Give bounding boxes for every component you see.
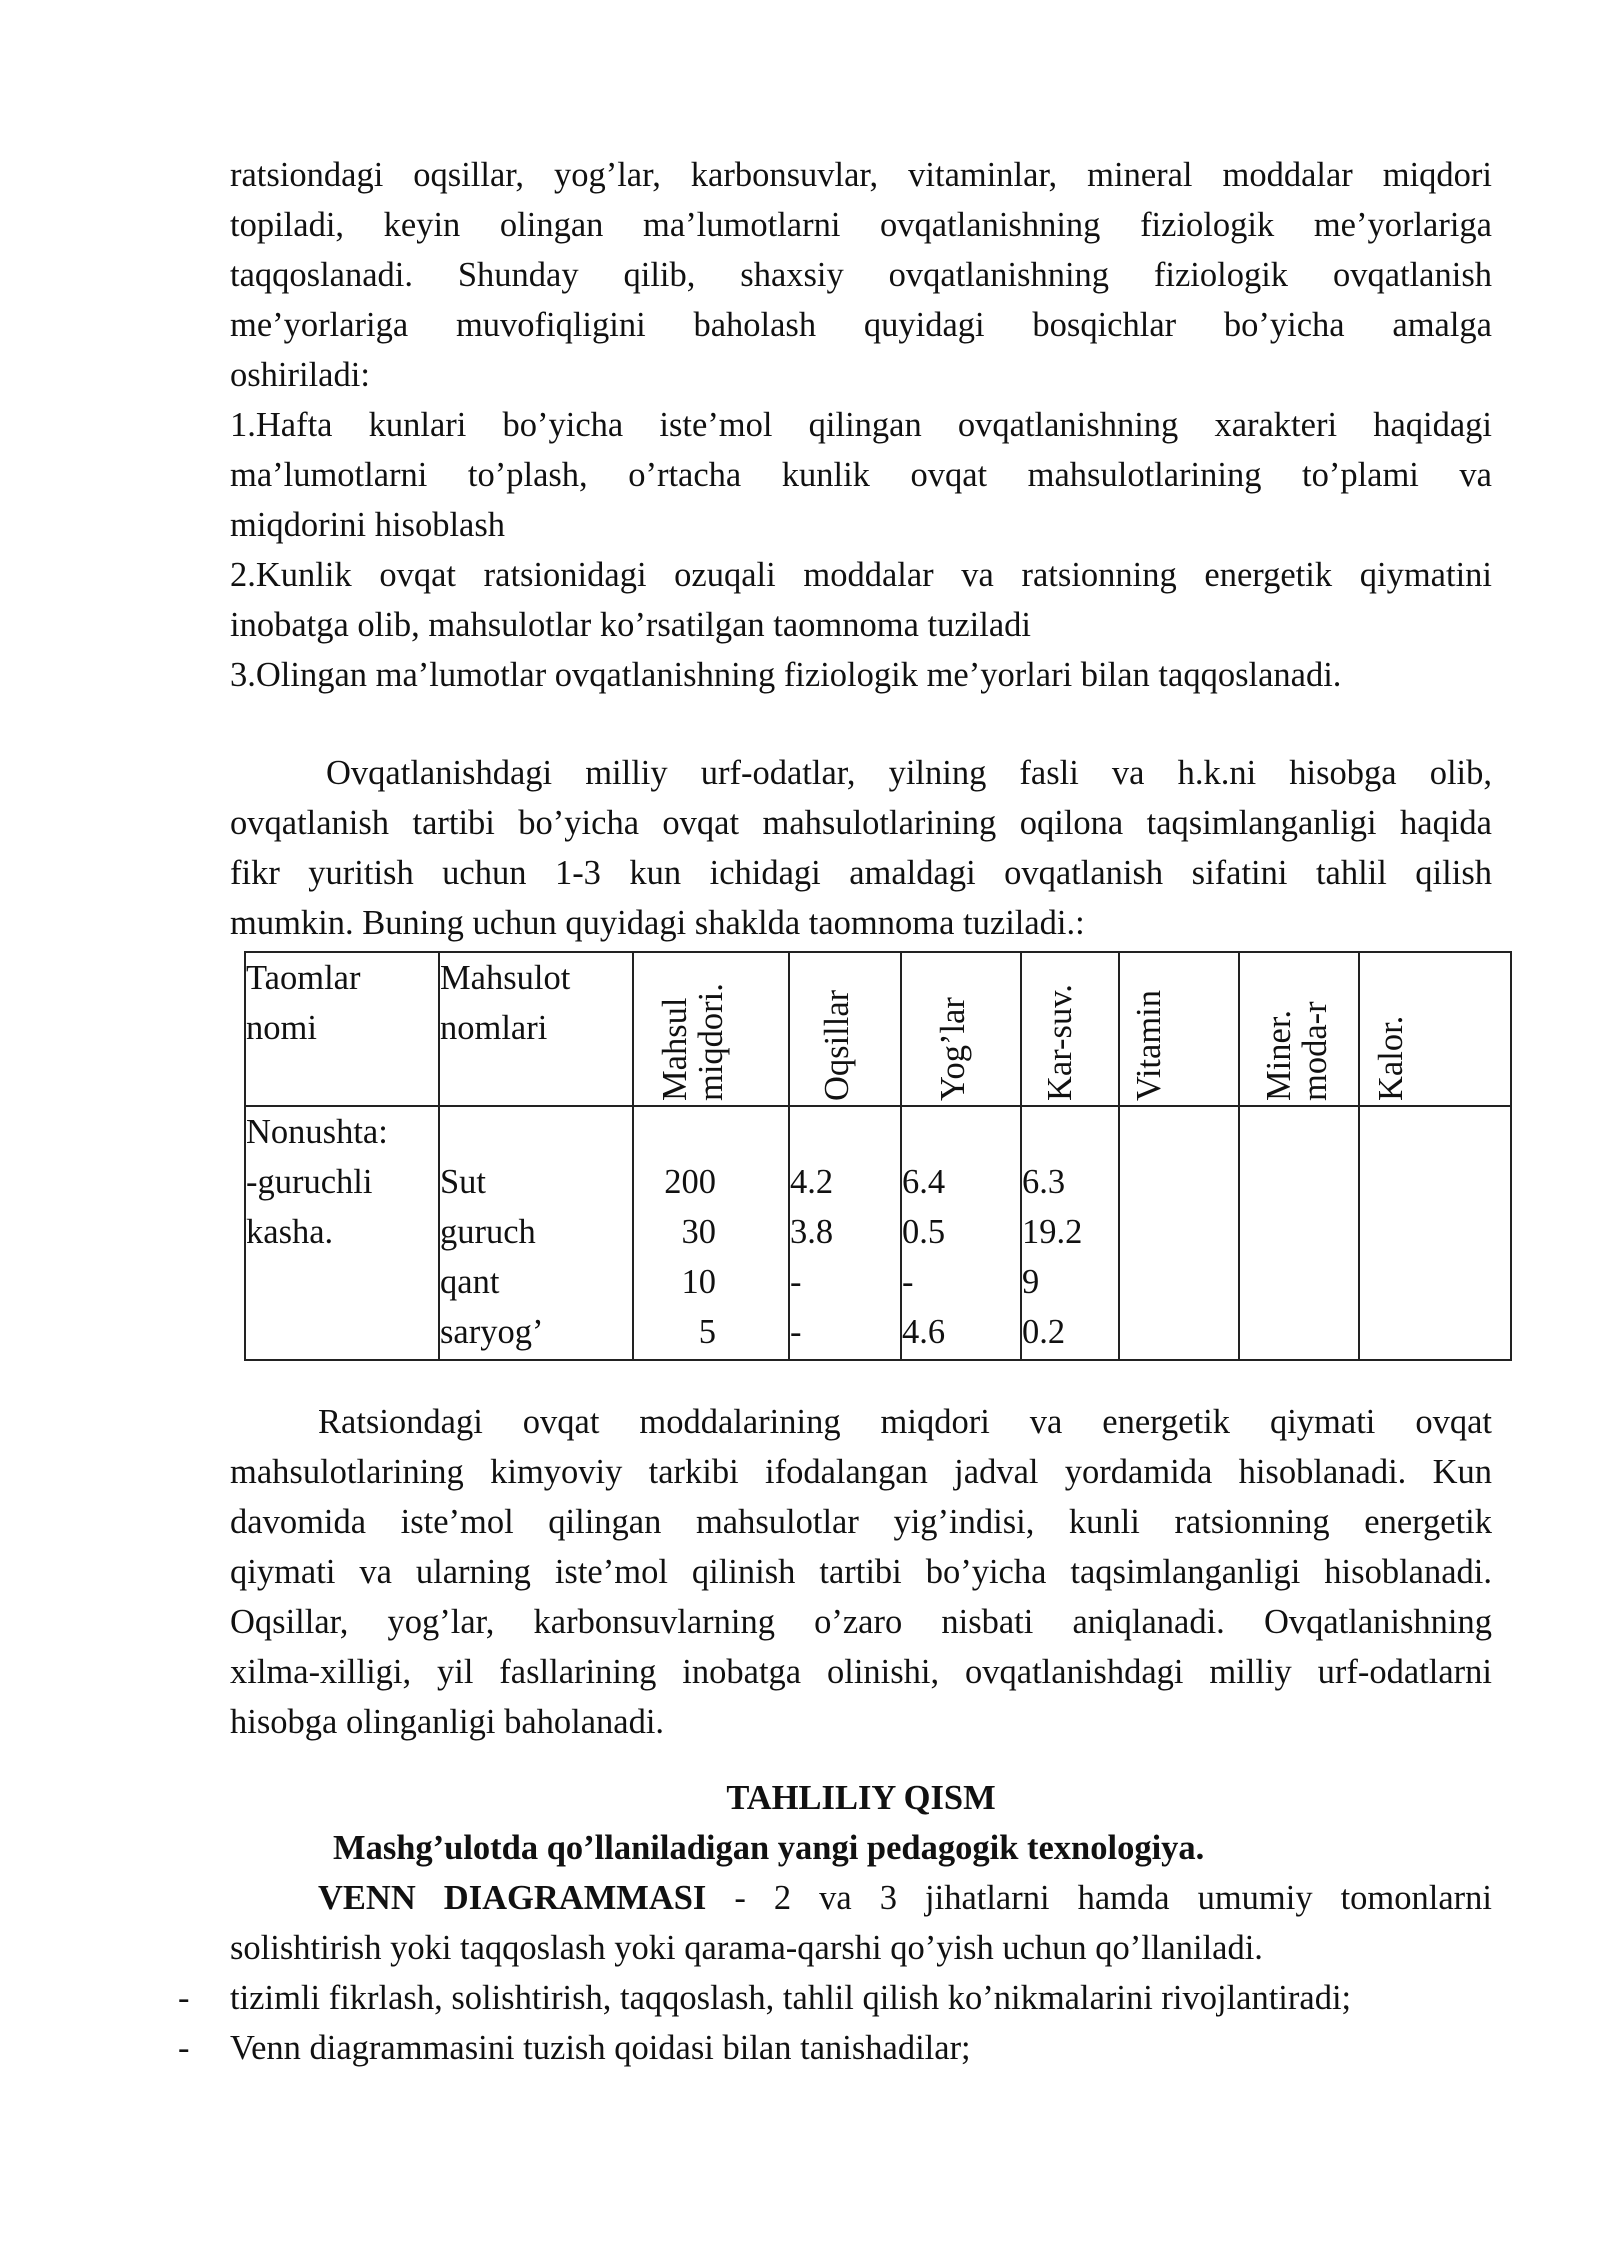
header-text: Mahsul [656, 997, 694, 1101]
text-line: miqdorini hisoblash [230, 506, 506, 544]
paragraph-calculation [230, 1397, 1492, 1747]
text-line: 3.Olingan ma’lumotlar ovqatlanishning fiziologik me’yorlari bilan taqqoslanadi. [230, 656, 1342, 694]
cell-text: 200 [664, 1163, 716, 1201]
header-taomlar [245, 952, 439, 1106]
products-cell [439, 1106, 633, 1360]
bullet-text: tizimli fikrlash, solishtirish, taqqoslash, tahlil qilish ko’nikmalarini rivojlantiradi; [230, 1979, 1352, 2017]
cell-text: Nonushta: [246, 1113, 388, 1151]
header-text: Kar-suv. [1041, 984, 1079, 1101]
cell-text: - [790, 1263, 802, 1301]
yoglar-cell [901, 1106, 1021, 1360]
cell-text: 3.8 [790, 1213, 834, 1251]
venn-term: VENN DIAGRAMMASI [318, 1879, 707, 1917]
cell-text: 6.4 [902, 1163, 946, 1201]
text-line: mumkin. Buning uchun quyidagi shaklda taomnoma tuziladi.: [230, 904, 1085, 942]
cell-text: qant [440, 1263, 500, 1301]
header-text: Yog’lar [934, 997, 972, 1101]
header-miqdori [633, 952, 789, 1106]
header-oqsillar [789, 952, 901, 1106]
bullet-marker: - [178, 2029, 190, 2067]
cell-text: kasha. [246, 1213, 334, 1251]
text-line: ma’lumotlarni to’plash, o’rtacha kunlik ovqat mahsulotlarining to’plami va [230, 456, 1492, 494]
text-line: davomida iste’mol qilingan mahsulotlar yig’indisi, kunli ratsionning energetik [230, 1503, 1492, 1541]
cell-text: - [790, 1313, 802, 1351]
venn-paragraph [230, 1873, 1492, 1973]
header-text: Vitamin [1130, 990, 1168, 1101]
text-line: qiymati va ularning iste’mol qilinish tartibi bo’yicha taqsimlanganligi hisoblanadi. [230, 1553, 1492, 1591]
header-vitamin [1119, 952, 1239, 1106]
header-text: nomlari [440, 1009, 548, 1047]
text-line: ovqatlanish tartibi bo’yicha ovqat mahsulotlarining oqilona taqsimlanganligi haqida [230, 804, 1492, 842]
cell-text: saryog’ [440, 1313, 544, 1351]
table-row [245, 1106, 1511, 1360]
cell-text: 19.2 [1022, 1213, 1083, 1251]
text-line: topiladi, keyin olingan ma’lumotlarni ovqatlanishning fiziologik me’yorlariga [230, 206, 1492, 244]
venn-description: - 2 va 3 jihatlarni hamda umumiy tomonlarni [706, 1879, 1492, 1917]
cell-text: 0.2 [1022, 1313, 1066, 1351]
header-text: Taomlar [246, 959, 361, 997]
text-line: ratsiondagi oqsillar, yog’lar, karbonsuvlar, vitaminlar, mineral moddalar miqdori [230, 156, 1492, 194]
text-line: 1.Hafta kunlari bo’yicha iste’mol qilingan ovqatlanishning xarakteri haqidagi [230, 406, 1492, 444]
header-text: Oqsillar [818, 989, 856, 1101]
header-text: nomi [246, 1009, 317, 1047]
text-line: taqqoslanadi. Shunday qilib, shaxsiy ovqatlanishning fiziologik ovqatlanish [230, 256, 1492, 294]
table-header-row [245, 952, 1511, 1106]
karsuv-cell [1021, 1106, 1119, 1360]
header-text: Kalor. [1372, 1015, 1410, 1101]
text-line: 2.Kunlik ovqat ratsionidagi ozuqali moddalar va ratsionning energetik qiymatini [230, 556, 1492, 594]
cell-text: 10 [681, 1263, 716, 1301]
cell-text: 5 [698, 1313, 716, 1351]
text-line: hisobga olinganligi baholanadi. [230, 1703, 665, 1741]
header-text: Miner. [1260, 1009, 1298, 1101]
cell-text: 4.2 [790, 1163, 834, 1201]
text-line: fikr yuritish uchun 1-3 kun ichidagi amaldagi ovqatlanish sifatini tahlil qilish [230, 854, 1492, 892]
intro-paragraph [230, 150, 1492, 700]
bullet-text: Venn diagrammasini tuzish qoidasi bilan tanishadilar; [230, 2029, 971, 2067]
text-line: solishtirish yoki taqqoslash yoki qarama-qarshi qo’yish uchun qo’llaniladi. [230, 1929, 1263, 1967]
miner-cell [1239, 1106, 1359, 1360]
cell-text: -guruchli [246, 1163, 373, 1201]
amounts-cell [633, 1106, 789, 1360]
dish-cell [245, 1106, 439, 1360]
cell-text: guruch [440, 1213, 536, 1251]
header-karsuv [1021, 952, 1119, 1106]
text-line: Ovqatlanishdagi milliy urf-odatlar, yilning fasli va h.k.ni hisobga olib, [326, 754, 1492, 792]
header-yoglar [901, 952, 1021, 1106]
cell-text: 4.6 [902, 1313, 946, 1351]
cell-text: 0.5 [902, 1213, 946, 1251]
header-text: miqdori. [692, 983, 730, 1101]
header-text: Mahsulot [440, 959, 571, 997]
oqsillar-cell [789, 1106, 901, 1360]
text-line: Ratsiondagi ovqat moddalarining miqdori va energetik qiymati ovqat [318, 1403, 1492, 1441]
header-text: moda-r [1296, 1001, 1334, 1101]
section-subtitle: Mashg’ulotda qo’llaniladigan yangi pedagogik texnologiya. [333, 1829, 1205, 1867]
bullet-marker: - [178, 1979, 190, 2017]
kalor-cell [1359, 1106, 1511, 1360]
text-line [230, 1873, 1492, 1923]
cell-text: 9 [1022, 1263, 1040, 1301]
cell-text: 6.3 [1022, 1163, 1066, 1201]
header-kalor [1359, 952, 1511, 1106]
text-line: inobatga olib, mahsulotlar ko’rsatilgan taomnoma tuziladi [230, 606, 1031, 644]
text-line: oshiriladi: [230, 356, 370, 394]
section-title: TAHLILIY QISM [726, 1779, 996, 1817]
vitamin-cell [1119, 1106, 1239, 1360]
text-line: me’yorlariga muvofiqligini baholash quyidagi bosqichlar bo’yicha amalga [230, 306, 1492, 344]
header-mahsulot [439, 952, 633, 1106]
text-line: Oqsillar, yog’lar, karbonsuvlarning o’zaro nisbati aniqlanadi. Ovqatlanishning [230, 1603, 1492, 1641]
text-line: mahsulotlarining kimyoviy tarkibi ifodalangan jadval yordamida hisoblanadi. Kun [230, 1453, 1492, 1491]
cell-text: 30 [681, 1213, 716, 1251]
header-miner [1239, 952, 1359, 1106]
paragraph-menu-intro [230, 748, 1492, 948]
menu-table [244, 951, 1512, 1361]
cell-text: Sut [440, 1163, 487, 1201]
cell-text: - [902, 1263, 914, 1301]
text-line: xilma-xilligi, yil fasllarining inobatga olinishi, ovqatlanishdagi milliy urf-odatlarni [230, 1653, 1492, 1691]
